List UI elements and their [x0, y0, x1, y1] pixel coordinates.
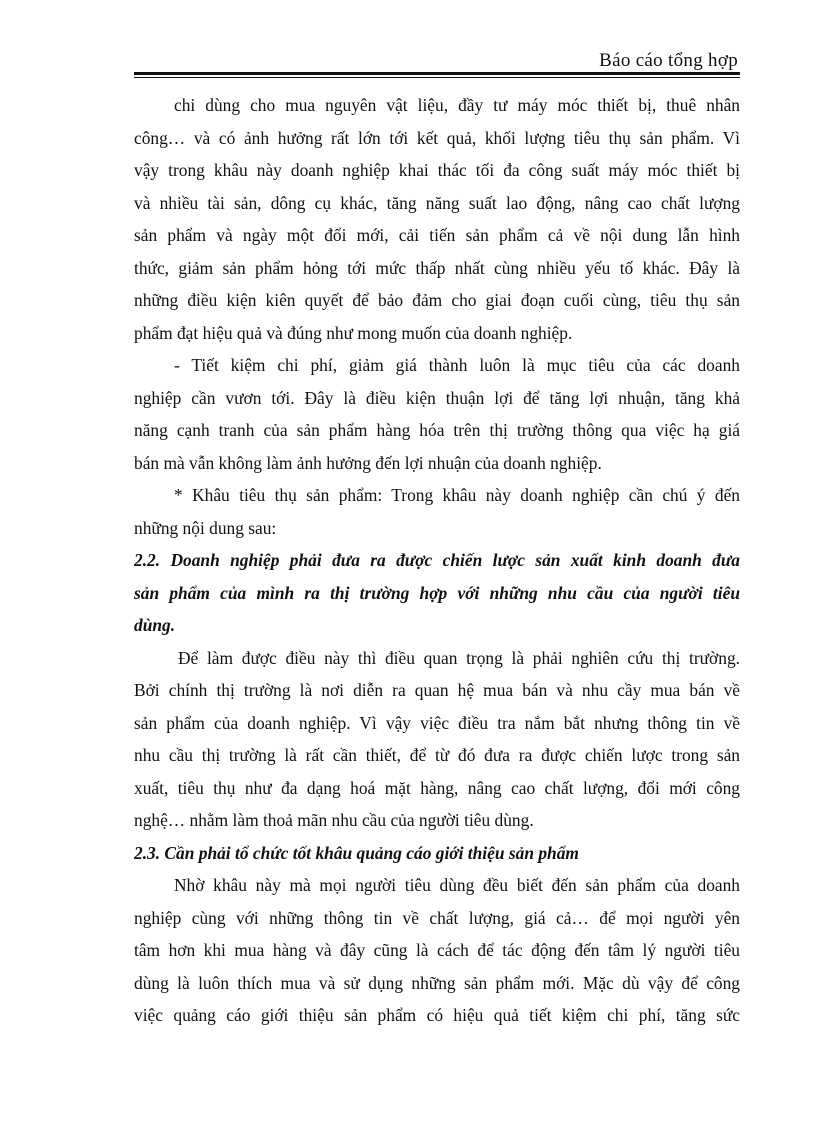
text-line: sản phẩm của doanh nghiệp. Vì vậy việc điều tra nắm bắt nhưng thông tin về — [134, 712, 740, 733]
text-line: - Tiết kiệm chi phí, giảm giá thành luôn là mục tiêu của các doanh — [174, 355, 740, 375]
text-line: chi dùng cho mua nguyên vật liệu, đầy tư máy móc thiết bị, thuê nhân — [174, 95, 740, 115]
text-line: việc quảng cáo giới thiệu sản phẩm có hiệu quả tiết kiệm chi phí, tăng sức — [134, 1005, 740, 1025]
paragraph-production-stage — [134, 89, 740, 349]
text-line: * Khâu tiêu thụ sản phẩm: Trong khâu này doanh nghiệp cần chú ý đến — [174, 485, 740, 505]
text-line: nhu cầu thị trường là rất cần thiết, để từ đó đưa ra được chiến lược trong sản — [134, 745, 740, 765]
text-line: bán mà vẫn không làm ảnh hưởng đến lợi nhuận của doanh nghiệp. — [134, 452, 602, 473]
header-rule-thin — [134, 77, 740, 78]
text-line: sản phẩm và ngày một đổi mới, cải tiến sản phẩm cả về nội dung lẫn hình — [134, 225, 740, 245]
text-line: và nhiều tài sản, dông cụ khác, tăng năng suất lao động, nâng cao chất lượng — [134, 192, 740, 213]
text-line: xuất, tiêu thụ như đa dạng hoá mặt hàng, nâng cao chất lượng, đổi mới công — [134, 777, 740, 798]
text-line: thức, giảm sản phẩm hỏng tới mức thấp nhất cùng nhiều yếu tố khác. Đây là — [134, 257, 740, 278]
document-body — [134, 89, 740, 1032]
heading-line: 2.2. Doanh nghiệp phải đưa ra được chiến lược sản xuất kinh doanh đưa — [134, 550, 740, 570]
section-heading-2-2 — [134, 544, 740, 642]
text-line: phẩm đạt hiệu quả và đúng như mong muốn của doanh nghiệp. — [134, 322, 573, 343]
text-line: nghệ… nhằm làm thoả mãn nhu cầu của người tiêu dùng. — [134, 810, 534, 830]
text-line: vậy trong khâu này doanh nghiệp khai thác tối đa công suất máy móc thiết bị — [134, 160, 740, 180]
text-line: nghiệp cần vươn tới. Đây là điều kiện thuận lợi để tăng lợi nhuận, tăng khả — [134, 387, 740, 408]
text-line: dùng là luôn thích mua và sử dụng những sản phẩm mới. Mặc dù vậy để công — [134, 972, 740, 993]
section-heading-2-3 — [134, 837, 740, 870]
text-line: công… và có ảnh hưởng rất lớn tới kết quả, khối lượng tiêu thụ sản phẩm. Vì — [134, 127, 740, 148]
text-line: Bởi chính thị trường là nơi diễn ra quan hệ mua bán và nhu cầy mua bán về — [134, 680, 740, 700]
heading-line: 2.3. Cần phải tổ chức tốt khâu quảng cáo giới thiệu sản phẩm — [134, 842, 579, 863]
text-line: Để làm được điều này thì điều quan trọng là phải nghiên cứu thị trường. — [178, 647, 740, 668]
text-line: tâm hơn khi mua hàng và đây cũng là cách để tác động đến tâm lý người tiêu — [134, 940, 740, 960]
paragraph-cost-saving — [134, 349, 740, 479]
paragraph-advertising — [134, 869, 740, 1032]
paragraph-consumption-stage — [134, 479, 740, 544]
text-line: năng cạnh tranh của sản phẩm hàng hóa trên thị trường thông qua việc hạ giá — [134, 420, 740, 440]
text-line: những điều kiện kiên quyết để bảo đảm cho giai đoạn cuối cùng, tiêu thụ sản — [134, 290, 740, 310]
text-line: những nội dung sau: — [134, 517, 277, 538]
paragraph-market-research — [134, 642, 740, 837]
header-rule-thick — [134, 72, 740, 75]
page-header-title: Báo cáo tổng hợp — [599, 50, 738, 71]
text-line: Nhờ khâu này mà mọi người tiêu dùng đều biết đến sản phẩm của doanh — [174, 875, 740, 895]
heading-line: sản phẩm của mình ra thị trường hợp với những nhu cầu của người tiêu — [134, 582, 740, 603]
text-line: nghiệp cùng với những thông tin về chất lượng, giá cả… để mọi người yên — [134, 907, 740, 928]
heading-line: dùng. — [134, 615, 176, 635]
